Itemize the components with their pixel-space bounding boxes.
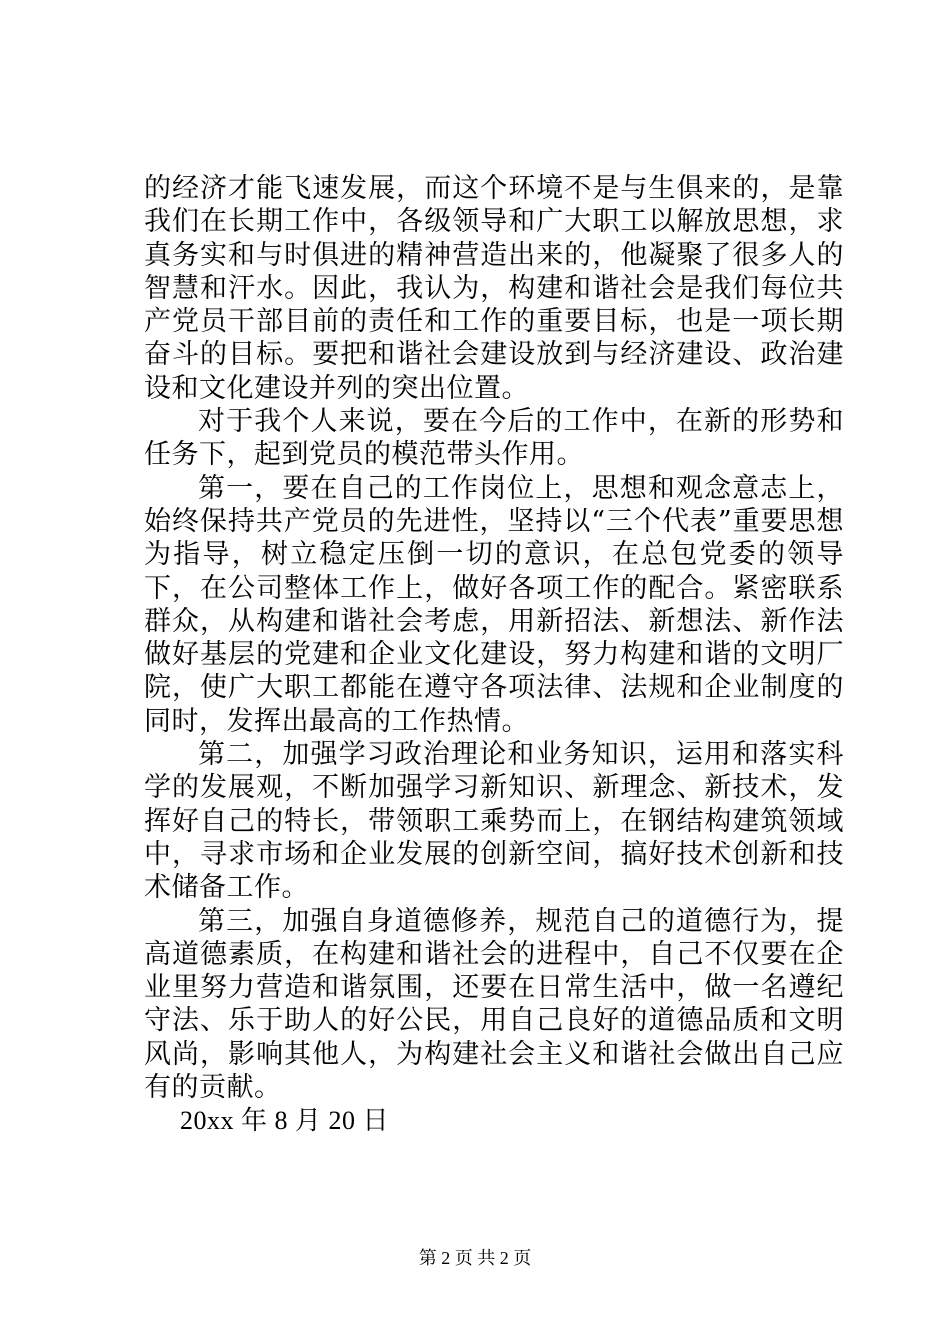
paragraph-point-one: 第一，要在自己的工作岗位上，思想和观念意志上，始终保持共产党员的先进性，坚持以“三个代表”重要思想为指导，树立稳定压倒一切的意识，在总包党委的领导下，在公司整体工作上，做好各项工作的配合。紧密联系群众，从构建和谐社会考虑，用新招法、新想法、新作法做好基层的党建和企业文化建设，努力构建和谐的文明厂院，使广大职工都能在遵守各项法律、法规和企业制度的同时，发挥出最高的工作热情。 [144, 472, 844, 737]
paragraph-personal-intro: 对于我个人来说，要在今后的工作中，在新的形势和任务下，起到党员的模范带头作用。 [144, 406, 844, 471]
document-date: 20xx 年 8 月 20 日 [180, 1106, 390, 1136]
page-number-footer: 第 2 页 共 2 页 [418, 1248, 532, 1268]
paragraph-point-two: 第二，加强学习政治理论和业务知识，运用和落实科学的发展观，不断加强学习新知识、新理念、新技术，发挥好自己的特长，带领职工乘势而上，在钢结构建筑领域中，寻求市场和企业发展的创新空间，搞好技术创新和技术储备工作。 [144, 739, 844, 904]
paragraph-point-three: 第三，加强自身道德修养，规范自己的道德行为，提高道德素质，在构建和谐社会的进程中，自己不仅要在企业里努力营造和谐氛围，还要在日常生活中，做一名遵纪守法、乐于助人的好公民，用自己良好的道德品质和文明风尚，影响其他人，为构建社会主义和谐社会做出自己应有的贡献。 [144, 905, 844, 1104]
paragraph-continuation: 的经济才能飞速发展，而这个环境不是与生俱来的，是靠我们在长期工作中，各级领导和广大职工以解放思想，求真务实和与时俱进的精神营造出来的，他凝聚了很多人的智慧和汗水。因此，我认为，构建和谐社会是我们每位共产党员干部目前的责任和工作的重要目标，也是一项长期奋斗的目标。要把和谐社会建设放到与经济建设、政治建设和文化建设并列的突出位置。 [144, 173, 844, 404]
document-body [144, 172, 844, 1138]
